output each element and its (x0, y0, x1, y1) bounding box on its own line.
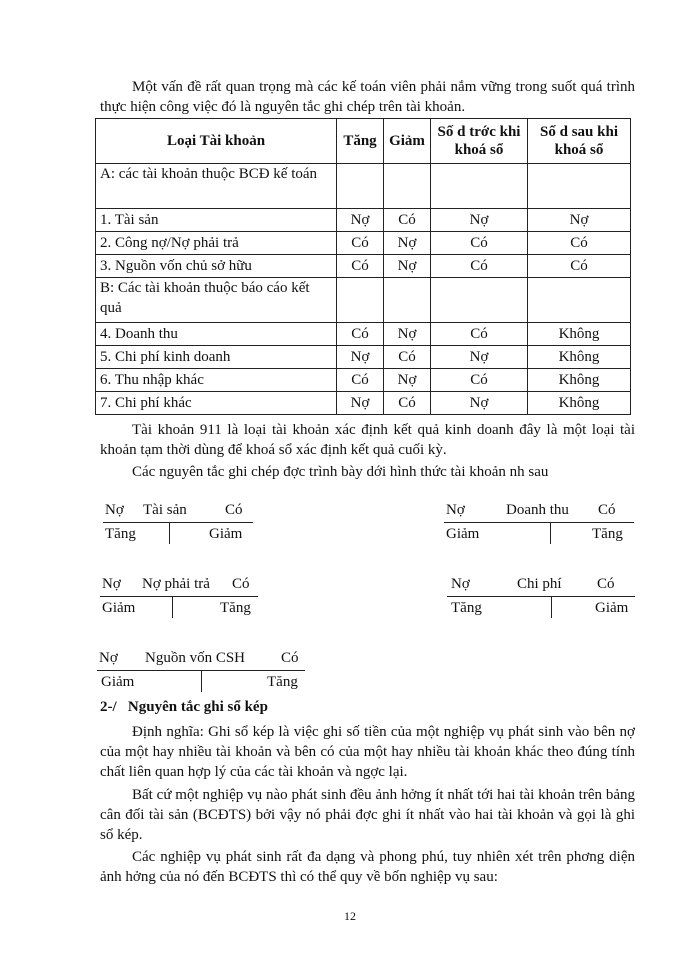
row-cell: Có (384, 392, 431, 415)
table-section-row (96, 164, 631, 209)
row-cell: Không (528, 323, 631, 346)
debit-label: Nợ (99, 650, 118, 666)
row-cell: Không (528, 369, 631, 392)
row-cell: Không (528, 346, 631, 369)
table-row (96, 392, 631, 415)
account-name: Chi phí (517, 576, 562, 592)
row-label: 5. Chi phí kinh doanh (96, 346, 337, 369)
row-cell: Có (337, 255, 384, 278)
t-account-divider (550, 522, 551, 544)
account-name: Doanh thu (506, 502, 569, 518)
intro-paragraph: Một vấn đề rất quan trọng mà các kế toán viên phải nắm vững trong suốt quá trình thực hiện công việc đó là nguyên tắc ghi chép trên tài khoản. (100, 79, 635, 115)
t-account-nguon-von-csh (97, 650, 305, 694)
credit-label: Có (232, 576, 250, 592)
row-label: 2. Công nợ/Nợ phải trả (96, 232, 337, 255)
double-entry-paragraph: Bất cứ một nghiệp vụ nào phát sinh đều ảnh hởng ít nhất tới hai tài khoản trên bảng cân đối tài sản (BCĐTS) bởi vậy nó phải đợc ghi ít nhất vào hai tài khoản và gọi là ghi sổ kép. (100, 787, 635, 843)
col-header-increase: Tăng (337, 119, 384, 164)
row-cell: Có (384, 346, 431, 369)
row-cell: Nợ (431, 346, 528, 369)
debit-label: Nợ (102, 576, 121, 592)
row-cell: Nợ (384, 232, 431, 255)
col-header-balance-before: Số d trớc khi khoá sổ (431, 119, 528, 164)
col-header-balance-after: Số d sau khi khoá sổ (528, 119, 631, 164)
col-header-decrease: Giảm (384, 119, 431, 164)
left-side: Tăng (105, 526, 136, 542)
t-account-doanh-thu (444, 502, 634, 546)
t-account-tai-san (103, 502, 253, 546)
debit-label: Nợ (451, 576, 470, 592)
right-side: Giảm (209, 526, 243, 542)
row-label: 6. Thu nhập khác (96, 369, 337, 392)
debit-label: Nợ (105, 502, 124, 518)
t-account-no-phai-tra (100, 576, 258, 620)
credit-label: Có (597, 576, 615, 592)
row-cell: Có (528, 232, 631, 255)
right-side: Tăng (592, 526, 623, 542)
page-number: 12 (344, 909, 356, 923)
row-cell: Có (431, 323, 528, 346)
left-side: Tăng (451, 600, 482, 616)
table-row (96, 346, 631, 369)
t-account-chi-phi (447, 576, 635, 620)
right-side: Tăng (220, 600, 251, 616)
credit-label: Có (225, 502, 243, 518)
t-account-divider (551, 596, 552, 618)
row-cell: Nợ (384, 369, 431, 392)
table-header-row (96, 119, 631, 164)
row-cell: Có (431, 232, 528, 255)
table-section-row (96, 278, 631, 323)
account-911-paragraph: Tài khoản 911 là loại tài khoản xác định kết quả kinh doanh đây là một loại tài khoản tạm thời dùng để khoá sổ xác định kết quả cuối kỳ. (100, 422, 635, 458)
definition-paragraph: Định nghĩa: Ghi sổ kép là việc ghi số tiền của một nghiệp vụ phát sinh vào bên nợ của một hay nhiều tài khoản và bên có của một hay nhiều tài khoản khác theo đúng tính chất liên quan hợp lý của các tài khoản và ngợc lại. (100, 724, 635, 780)
section-b-label: B: Các tài khoản thuộc báo cáo kết quả (96, 278, 337, 323)
row-label: 4. Doanh thu (96, 323, 337, 346)
col-header-account-type: Loại Tài khoản (96, 119, 337, 164)
account-name: Nguồn vốn CSH (145, 650, 246, 666)
principles-paragraph: Các nguyên tắc ghi chép đợc trình bày dới hình thức tài khoản nh sau (132, 464, 549, 480)
credit-label: Có (281, 650, 299, 666)
row-cell: Nợ (384, 255, 431, 278)
row-label: 1. Tài sản (96, 209, 337, 232)
right-side: Tăng (267, 674, 298, 690)
transactions-paragraph: Các nghiệp vụ phát sinh rất đa dạng và phong phú, tuy nhiên xét trên phơng diện ảnh hởng của nó đến BCĐTS thì có thể quy về bốn nghiệp vụ sau: (100, 849, 635, 885)
row-label: 7. Chi phí khác (96, 392, 337, 415)
row-label: 3. Nguồn vốn chủ sở hữu (96, 255, 337, 278)
row-cell: Nợ (431, 392, 528, 415)
row-cell: Nợ (337, 209, 384, 232)
row-cell: Có (337, 369, 384, 392)
debit-label: Nợ (446, 502, 465, 518)
table-row (96, 255, 631, 278)
row-cell: Có (528, 255, 631, 278)
row-cell: Có (337, 323, 384, 346)
account-name: Nợ phải trả (142, 576, 210, 592)
row-cell: Có (337, 232, 384, 255)
section-heading: 2-/ Nguyên tắc ghi sổ kép (100, 699, 268, 715)
row-cell: Nợ (337, 392, 384, 415)
row-cell: Nợ (528, 209, 631, 232)
table-row (96, 209, 631, 232)
row-cell: Nợ (337, 346, 384, 369)
table-row (96, 369, 631, 392)
table-row (96, 323, 631, 346)
t-account-divider (169, 522, 170, 544)
left-side: Giảm (102, 600, 136, 616)
account-rules-table (95, 118, 631, 415)
row-cell: Nợ (384, 323, 431, 346)
row-cell: Không (528, 392, 631, 415)
t-account-divider (201, 670, 202, 692)
row-cell: Có (384, 209, 431, 232)
section-a-label: A: các tài khoản thuộc BCĐ kế toán (96, 164, 337, 209)
row-cell: Nợ (431, 209, 528, 232)
row-cell: Có (431, 369, 528, 392)
table-row (96, 232, 631, 255)
account-name: Tài sản (143, 502, 187, 518)
left-side: Giảm (446, 526, 480, 542)
row-cell: Có (431, 255, 528, 278)
left-side: Giảm (101, 674, 135, 690)
credit-label: Có (598, 502, 616, 518)
t-account-divider (172, 596, 173, 618)
right-side: Giảm (595, 600, 629, 616)
